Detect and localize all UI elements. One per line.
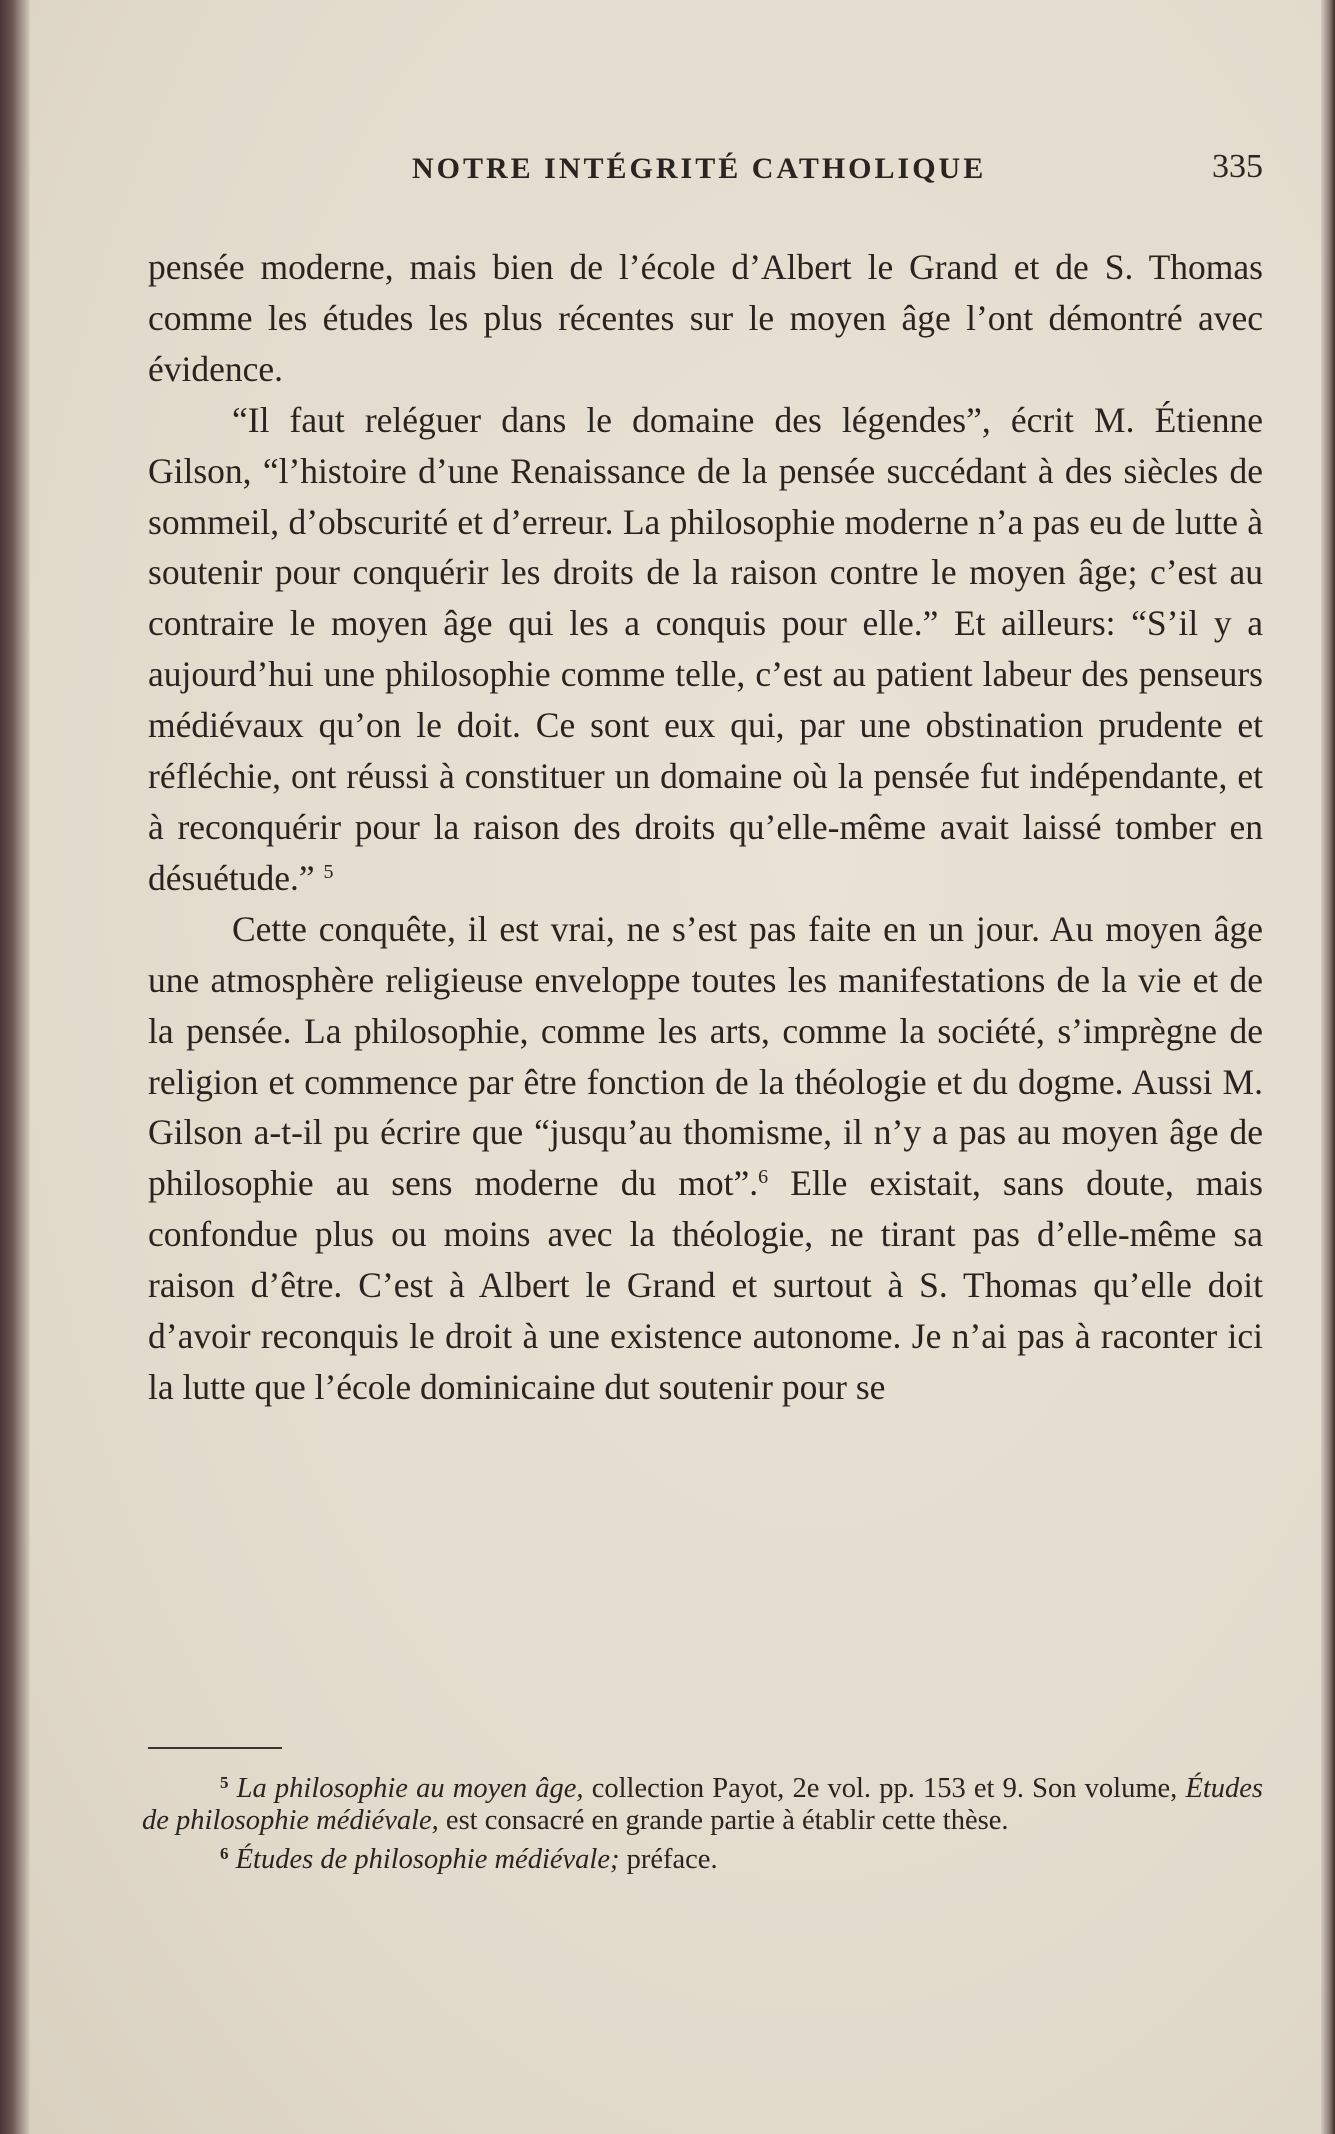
footnote-6-title: Études de philosophie médiévale;: [235, 1844, 620, 1875]
book-gutter: [0, 0, 30, 2134]
footnote-6-end: préface.: [619, 1844, 718, 1875]
page-edge: [1321, 0, 1335, 2134]
footnote-5-mark: 5: [220, 1773, 229, 1792]
footnote-5-title-2: Études de philosophie médiévale,: [142, 1773, 1264, 1836]
running-header: [148, 148, 1263, 188]
footnote-5: [142, 1773, 1263, 1837]
footnote-ref-5: 5: [323, 860, 334, 883]
paragraph-2-text: “Il faut reléguer dans le domaine des légendes”, écrit M. Étienne Gilson, “l’histoire d’une Renaissance de la pensée succédant à des siècles de sommeil, d’obscurité et d’erreur. La philosophie moderne n’a pas eu de lutte à soutenir pour conquérir les droits de la raison contre le moyen âge; c’est au contraire le moyen âge qui les a conquis pour elle.” Et ailleurs: “S’il y a aujourd’hui une philosophie comme telle, c’est au patient labeur des penseurs médiévaux qu’on le doit. Ce sont eux qui, par une obstination prudente et réfléchie, ont réussi à constituer un domaine où la pensée fut indépendante, et à reconquérir pour la raison des droits qu’elle-même avait laissé tomber en désuétude.”: [148, 399, 1263, 898]
footnote-6: [142, 1844, 1263, 1876]
paragraph-3: [148, 904, 1263, 1413]
footnotes: [142, 1773, 1263, 1876]
footnote-ref-6: 6: [758, 1166, 769, 1189]
page-number: 335: [1212, 148, 1263, 185]
footnote-6-mark: 6: [220, 1844, 229, 1863]
footnote-5-end: est consacré en grande partie à établir cette thèse.: [438, 1805, 1009, 1836]
paragraph-2: [148, 395, 1263, 904]
footnote-5-title: La philosophie au moyen âge,: [236, 1773, 584, 1804]
main-text: [148, 242, 1263, 1413]
running-title: NOTRE INTÉGRITÉ CATHOLIQUE: [412, 152, 987, 185]
paragraph-1-text: pensée moderne, mais bien de l’école d’Albert le Grand et de S. Thomas comme les études les plus récentes sur le moyen âge l’ont démontré avec évidence.: [148, 247, 1263, 389]
footnote-5-mid: collection Payot, 2e vol. pp. 153 et 9. Son volume,: [583, 1773, 1186, 1804]
paragraph-1: [148, 242, 1263, 395]
paragraph-3-text-a: Cette conquête, il est vrai, ne s’est pas faite en un jour. Au moyen âge une atmosphère religieuse enveloppe toutes les manifestations de la vie et de la pensée. La philosophie, comme les arts, comme la société, s’imprègne de religion et commence par être fonction de la théologie et du dogme. Aussi M. Gilson a-t-il pu écrire que “jusqu’au thomisme, il n’y a pas au moyen âge de philosophie au sens moderne du mot”.: [148, 908, 1263, 1204]
footnote-divider: [148, 1747, 282, 1749]
paragraph-3-text-b: Elle existait, sans doute, mais confondue plus ou moins avec la théologie, ne tirant pas d’elle-même sa raison d’être. C’est à Albert le Grand et surtout à S. Thomas qu’elle doit d’avoir reconquis le droit à une existence autonome. Je n’ai pas à raconter ici la lutte que l’école dominicaine dut soutenir pour se: [148, 1163, 1263, 1407]
